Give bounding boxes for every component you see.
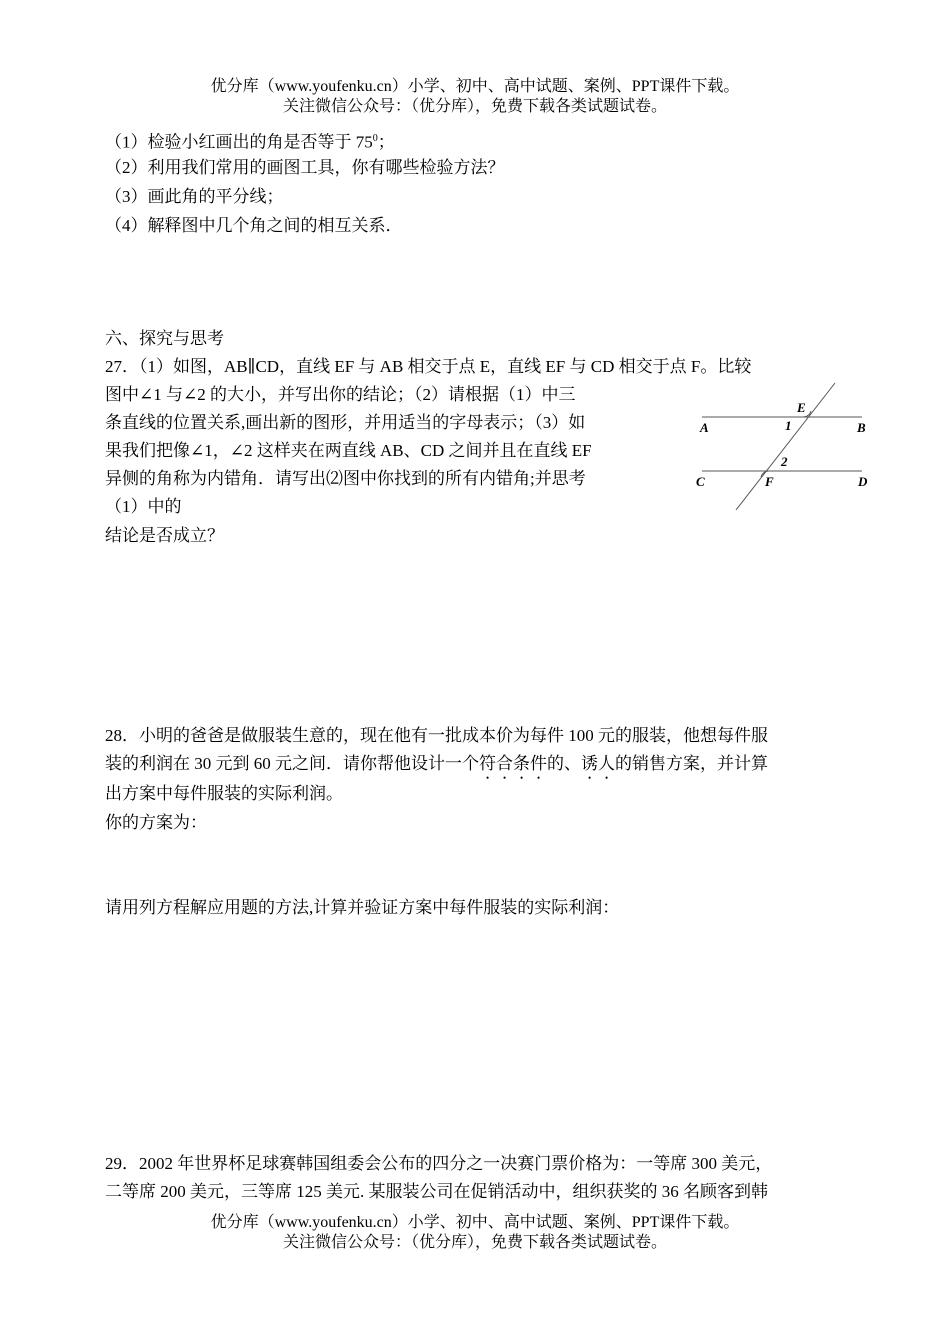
label-f: F [765, 474, 774, 489]
label-e: E [797, 400, 806, 415]
q28-line-2-a: 装的利润在 30 元到 60 元之间．请你帮他设计一个 [105, 754, 479, 773]
label-d: D [858, 474, 868, 489]
q26-item-1 [105, 128, 395, 154]
footer-line-1: 优分库（www.youfenku.cn）小学、初中、高中试题、案例、PPT课件下载。 [210, 1214, 740, 1231]
q27-line-1: 27．（1）如图，AB∥CD，直线 EF 与 AB 相交于点 E，直线 EF 与 CD 相交于点 F。比较 [105, 357, 752, 376]
q28-line-2 [105, 753, 768, 783]
q27-line-7: 结论是否成立？ [105, 526, 224, 545]
label-2: 2 [781, 454, 788, 469]
q26-degree-sup: 0 [372, 133, 378, 144]
q29-line-2: 二等席 200 美元，三等席 125 美元. 某服装公司在促销活动中，组织获奖的 36 名顾客到韩 [105, 1182, 768, 1201]
parallel-lines-figure [690, 380, 880, 515]
q28-line-3: 出方案中每件服装的实际利润。 [105, 784, 343, 803]
q26-item-1-suffix: ； [377, 132, 395, 152]
q28-emphasis-conditions: 符合条件 [479, 754, 547, 773]
q28-emphasis-attractive: 诱人 [581, 754, 615, 773]
q28-line-2-c: 的、 [547, 754, 581, 773]
line-ef [736, 383, 835, 510]
q27-line-6: （1）中的 [105, 497, 182, 516]
q28-line-4: 你的方案为： [105, 813, 207, 832]
header-line-1: 优分库（www.youfenku.cn）小学、初中、高中试题、案例、PPT课件下载。 [210, 78, 740, 95]
q27-line-4: 果我们把像∠1，∠2 这样夹在两直线 AB、CD 之间并且在直线 EF [105, 441, 592, 460]
q29-line-1: 29．2002 年世界杯足球赛韩国组委会公布的四分之一决赛门票价格为：一等席 300 美元， [105, 1154, 773, 1173]
q28-line-5: 请用列方程解应用题的方法,计算并验证方案中每件服装的实际利润： [105, 898, 620, 917]
label-c: C [696, 474, 705, 489]
header-line-2: 关注微信公众号：（优分库），免费下载各类试题试卷。 [282, 98, 667, 115]
section-6-title: 六、探究与思考 [105, 329, 224, 348]
q26-item-3: （3）画此角的平分线； [105, 187, 284, 206]
label-b: B [857, 420, 866, 435]
q27-line-3: 条直线的位置关系,画出新的图形，并用适当的字母表示；（3）如 [105, 413, 586, 432]
q26-item-4: （4）解释图中几个角之间的相互关系． [105, 216, 403, 235]
q28-line-1: 28．小明的爸爸是做服装生意的，现在他有一批成本价为每件 100 元的服装，他想每件服 [105, 726, 768, 745]
q27-line-2: 图中∠1 与∠2 的大小，并写出你的结论；（2）请根据（1）中三 [105, 385, 576, 404]
q28-line-2-e: 的销售方案，并计算 [615, 754, 768, 773]
label-1: 1 [785, 418, 792, 433]
q27-line-5: 异侧的角称为内错角．请写出⑵图中你找到的所有内错角;并思考 [105, 469, 586, 488]
label-a: A [700, 420, 709, 435]
q26-item-2: （2）利用我们常用的画图工具，你有哪些检验方法？ [105, 158, 505, 177]
q26-item-1-text: （1）检验小红画出的角是否等于 75 [105, 132, 373, 152]
footer-line-2: 关注微信公众号：（优分库），免费下载各类试题试卷。 [282, 1234, 667, 1251]
